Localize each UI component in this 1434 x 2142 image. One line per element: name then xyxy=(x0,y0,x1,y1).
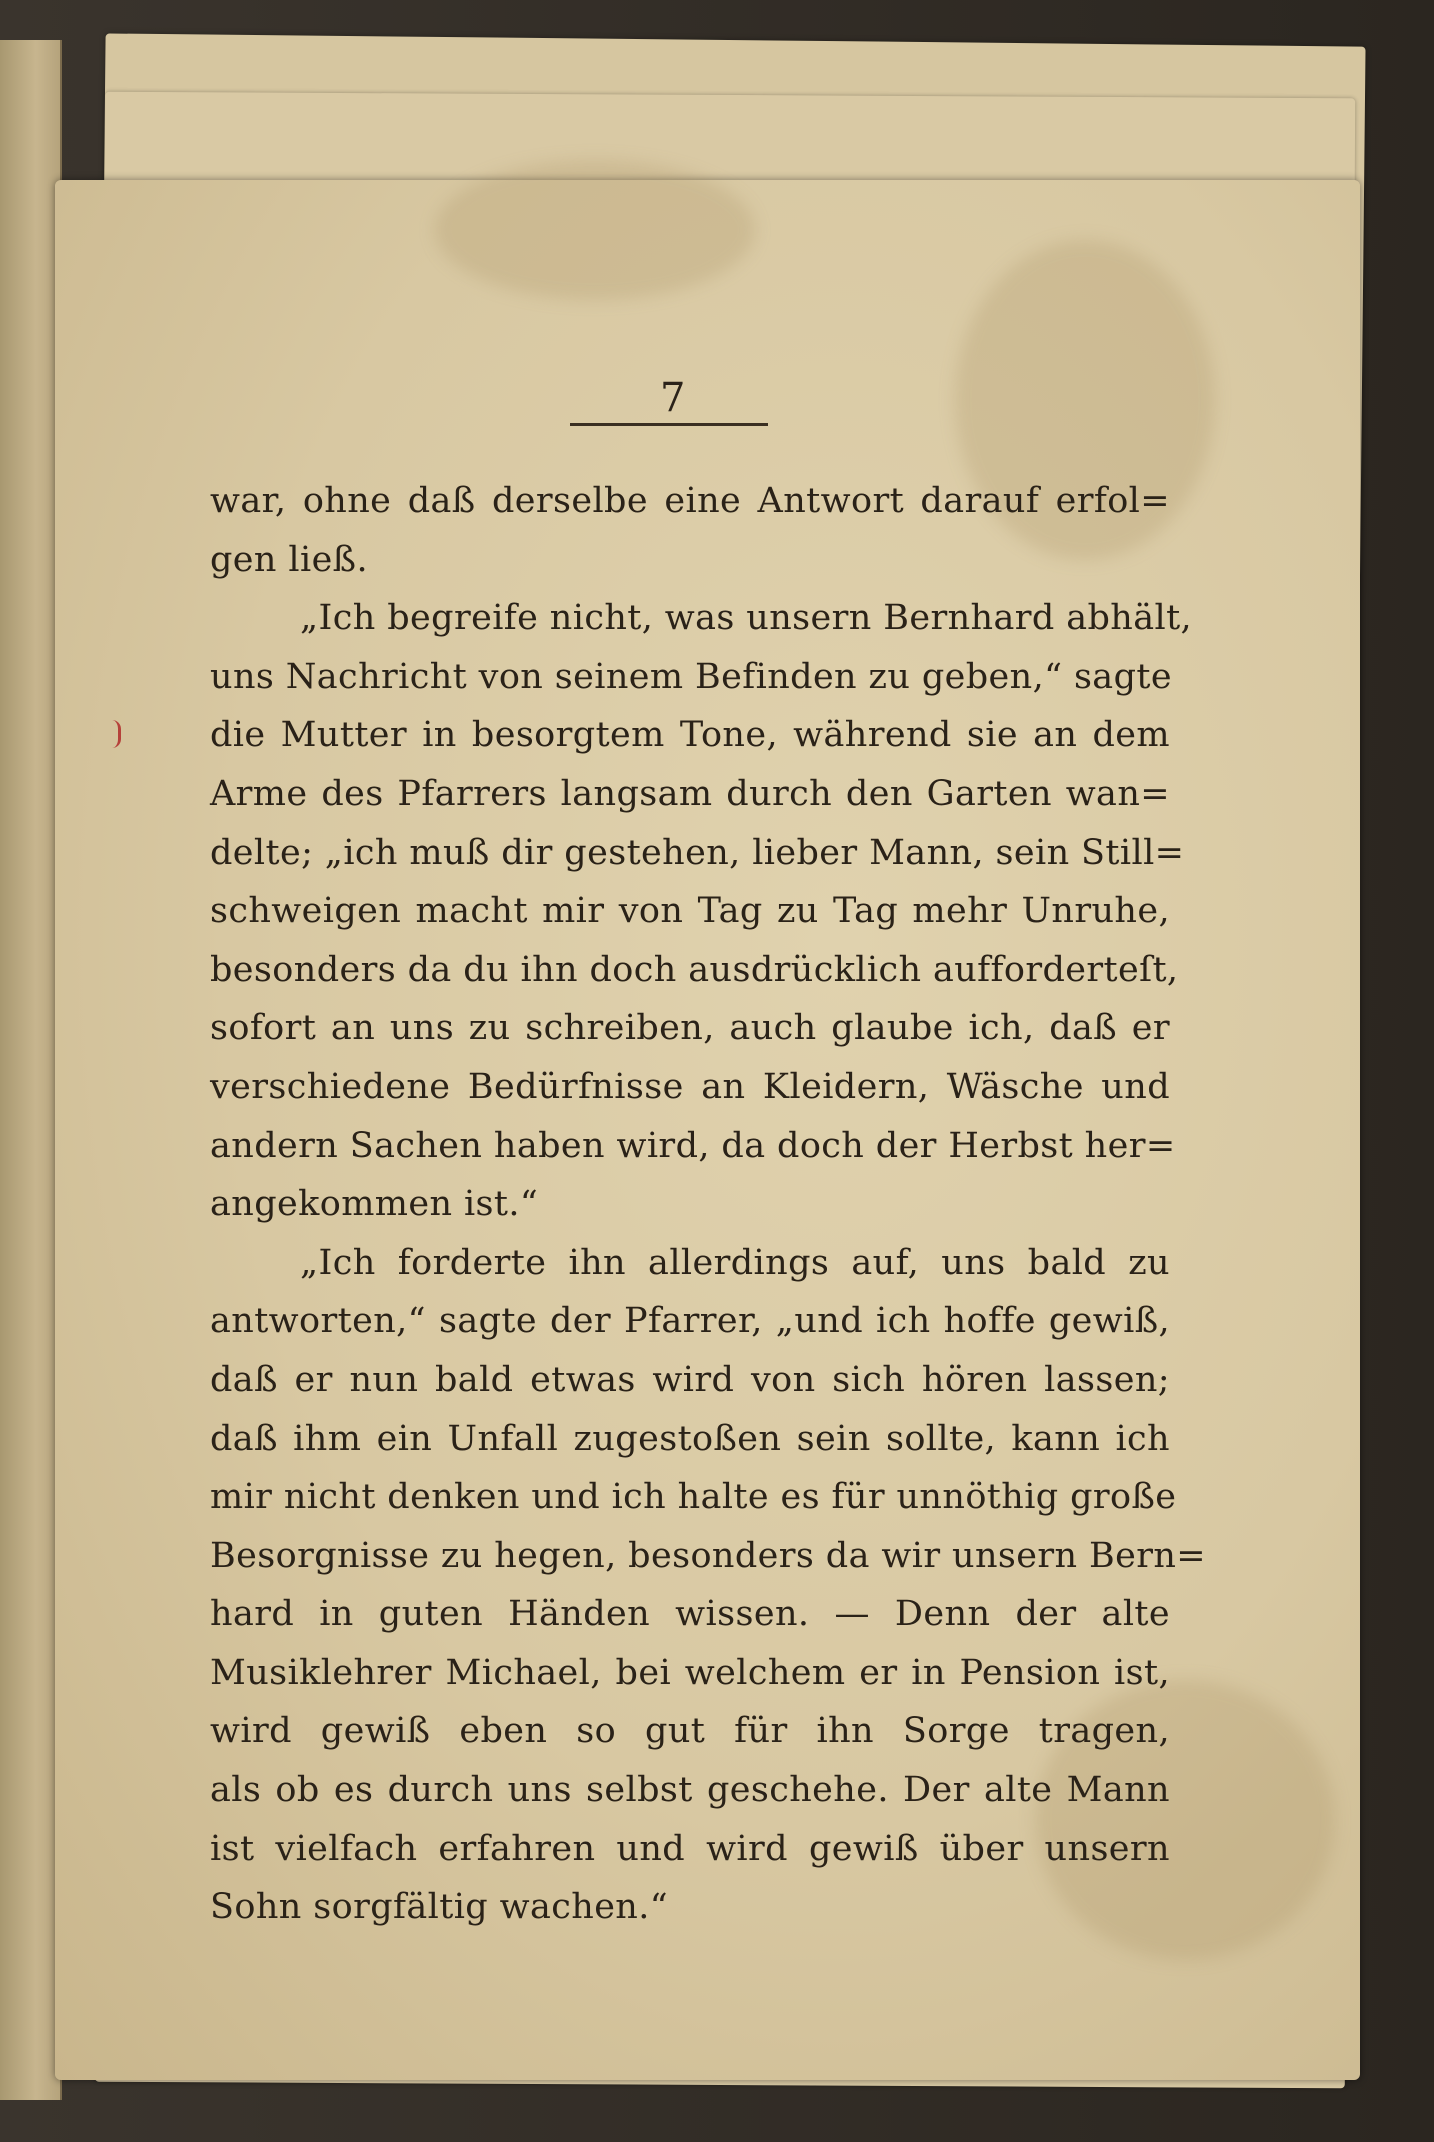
text-line: „Ich forderte ihn allerdings auf, uns bald zu xyxy=(300,1242,1170,1283)
text-line: sofort an uns zu schreiben, auch glaube ich, daß er xyxy=(210,1008,1170,1049)
text-line: als ob es durch uns selbst geschehe. Der alte Mann xyxy=(210,1770,1170,1811)
text-line: schweigen macht mir von Tag zu Tag mehr Unruhe, xyxy=(210,891,1170,932)
text-line: antworten,“ sagte der Pfarrer, „und ich hoffe gewiß, xyxy=(210,1301,1170,1342)
text-line: besonders da du ihn doch ausdrücklich aufforderteſt, xyxy=(210,949,1179,990)
page-number-rule xyxy=(570,423,768,426)
text-line: delte; „ich muß dir gestehen, lieber Mann, sein Still= xyxy=(210,832,1185,873)
text-line: mir nicht denken und ich halte es für unnöthig große xyxy=(210,1477,1177,1518)
text-line: daß ihm ein Unfall zugestoßen sein sollte, kann ich xyxy=(210,1418,1170,1459)
facing-page-edge xyxy=(0,40,62,2100)
text-line: Arme des Pfarrers langsam durch den Garten wan= xyxy=(210,773,1170,814)
text-line: wird gewiß eben so gut für ihn Sorge tragen, xyxy=(210,1711,1170,1752)
text-line: andern Sachen haben wird, da doch der Herbst her= xyxy=(210,1125,1176,1166)
text-line: hard in guten Händen wissen. — Denn der alte xyxy=(210,1594,1170,1635)
text-line: gen ließ. xyxy=(210,539,368,580)
text-line: angekommen ist.“ xyxy=(210,1184,539,1225)
text-line: „Ich begreife nicht, was unsern Bernhard abhält, xyxy=(300,598,1193,639)
text-line: Besorgnisse zu hegen, besonders da wir unsern Bern= xyxy=(210,1535,1206,1576)
body-text xyxy=(210,472,1206,1937)
text-line: Musiklehrer Michael, bei welchem er in Pension ist, xyxy=(210,1652,1170,1693)
text-line: war, ohne daß derselbe eine Antwort darauf erfol= xyxy=(210,481,1170,521)
text-line: verschiedene Bedürfnisse an Kleidern, Wäsche und xyxy=(210,1066,1170,1107)
text-line: daß er nun bald etwas wird von sich hören lassen; xyxy=(210,1359,1170,1400)
text-line: ist vielfach erfahren und wird gewiß über unsern xyxy=(210,1828,1170,1869)
text-line: die Mutter in besorgtem Tone, während sie an dem xyxy=(210,715,1170,756)
water-stain xyxy=(435,160,755,300)
text-line: uns Nachricht von seinem Befinden zu geben,“ sagte xyxy=(210,656,1172,697)
page-number: 7 xyxy=(660,375,686,421)
text-line: Sohn sorgfältig wachen.“ xyxy=(210,1887,669,1928)
